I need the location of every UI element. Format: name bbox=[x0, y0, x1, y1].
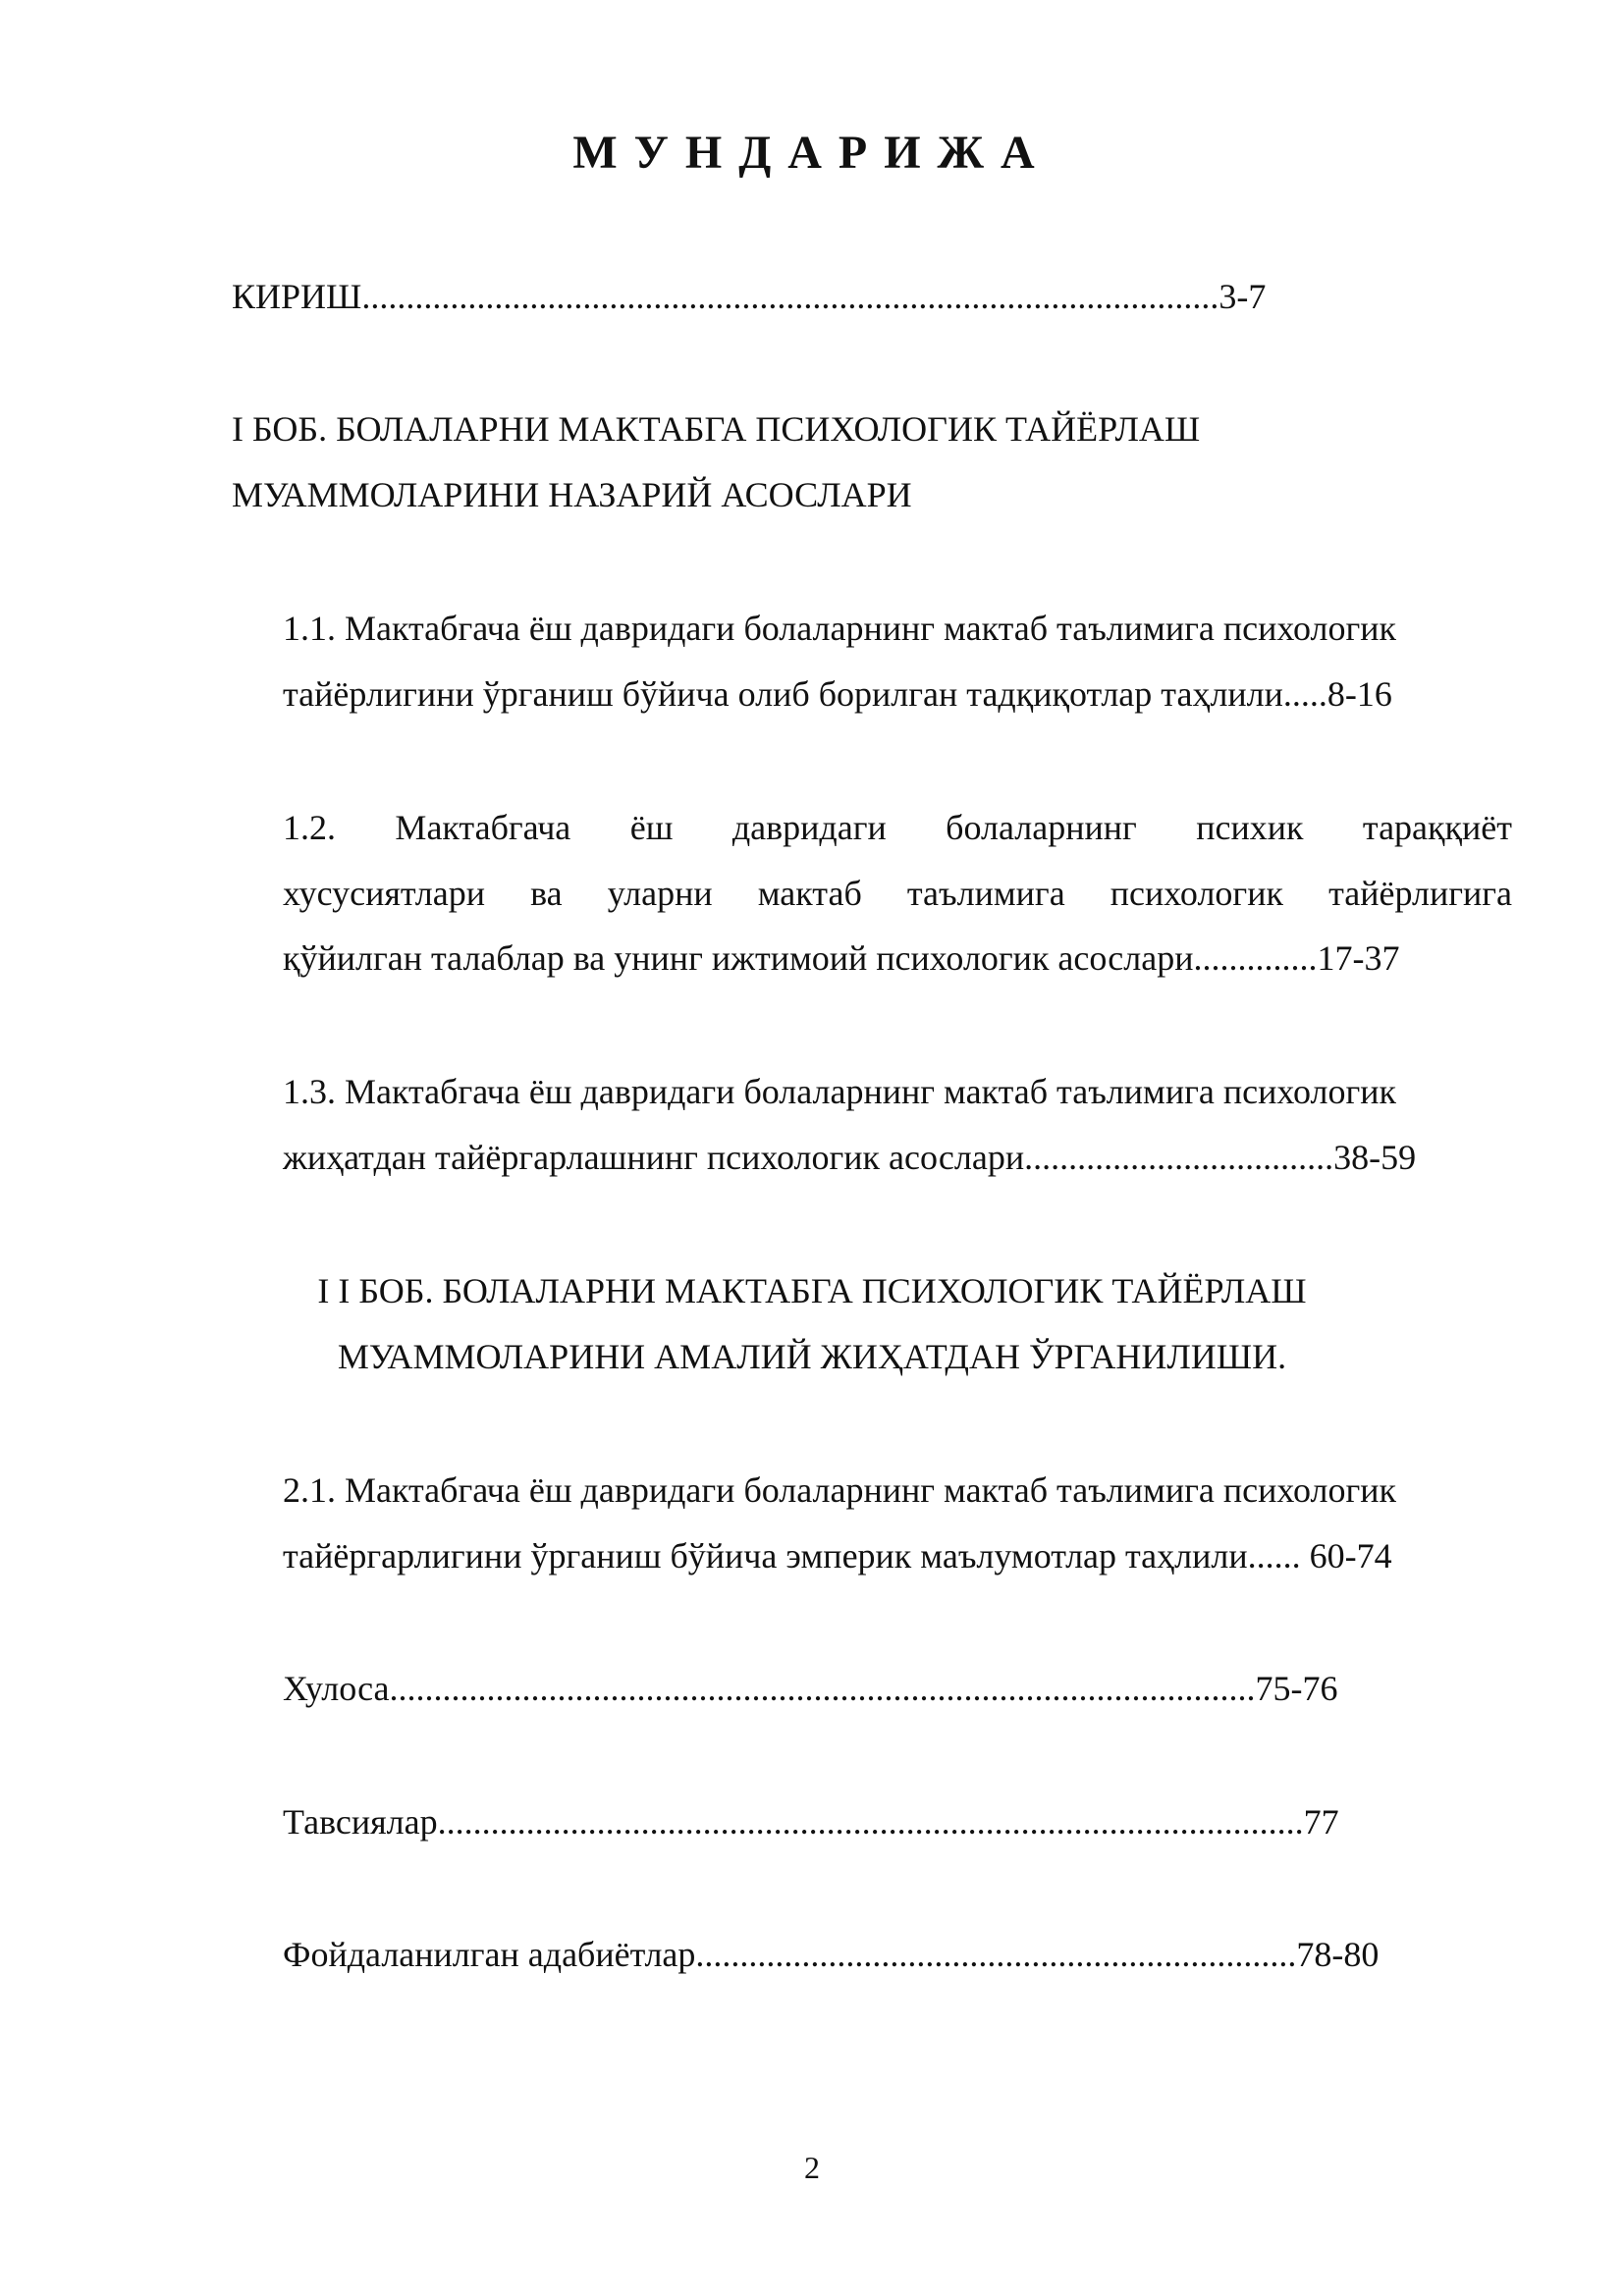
toc-entry-text: қўйилган талаблар ва унинг ижтимоий психологик асослари bbox=[283, 938, 1194, 978]
page-number: 2 bbox=[804, 2150, 820, 2185]
toc-leader-dots: .................................................................................................. bbox=[437, 1802, 1304, 1842]
toc-entry-recommendations bbox=[283, 1797, 1339, 1846]
section-1-2-line-2: хусусиятлари ва уларни мактаб таълимига психологик тайёрлигига bbox=[283, 874, 1512, 913]
toc-entry-conclusion bbox=[283, 1664, 1338, 1713]
section-1-2-line-1: 1.2. Мактабгача ёш давридаги болаларнинг психик тараққиёт bbox=[283, 808, 1512, 847]
toc-leader-dots: ...... bbox=[1247, 1536, 1301, 1575]
toc-page-range: 78-80 bbox=[1296, 1935, 1380, 1974]
toc-entry-label: Хулоса bbox=[283, 1669, 390, 1708]
toc-page-range: 60-74 bbox=[1300, 1536, 1392, 1575]
chapter-2-heading-line-2: МУАММОЛАРИНИ АМАЛИЙ ЖИҲАТДАН ЎРГАНИЛИШИ. bbox=[337, 1337, 1287, 1376]
toc-entry-label: Тавсиялар bbox=[283, 1802, 438, 1842]
toc-leader-dots: .................................................................... bbox=[695, 1935, 1297, 1974]
toc-entry-intro bbox=[232, 272, 1266, 321]
chapter-2-heading-line-1: I I БОБ. БОЛАЛАРНИ МАКТАБГА ПСИХОЛОГИК ТАЙЁРЛАШ bbox=[317, 1271, 1307, 1310]
toc-page-range: 3-7 bbox=[1218, 277, 1267, 316]
section-1-3-line-2 bbox=[283, 1133, 1416, 1182]
toc-entry-text: тайёргарлигини ўрганиш бўйича эмперик маълумотлар таҳлили bbox=[283, 1536, 1248, 1575]
chapter-1-heading-line-2: МУАММОЛАРИНИ НАЗАРИЙ АСОСЛАРИ bbox=[232, 475, 912, 514]
section-1-2-line-3 bbox=[283, 934, 1399, 983]
toc-entry-references bbox=[283, 1930, 1379, 1979]
toc-entry-label: Фойдаланилган адабиётлар bbox=[283, 1935, 696, 1974]
toc-page-range: 38-59 bbox=[1333, 1138, 1417, 1177]
toc-leader-dots: ................................... bbox=[1024, 1138, 1334, 1177]
section-1-3-line-1: 1.3. Мактабгача ёш давридаги болаларнинг мактаб таълимига психологик bbox=[283, 1072, 1396, 1111]
toc-page-range: 8-16 bbox=[1326, 674, 1392, 714]
toc-page-range: 75-76 bbox=[1255, 1669, 1338, 1708]
toc-entry-text: жиҳатдан тайёргарлашнинг психологик асослари bbox=[283, 1138, 1025, 1177]
toc-leader-dots: .............. bbox=[1193, 938, 1318, 978]
toc-leader-dots: ..... bbox=[1282, 674, 1327, 714]
toc-leader-dots: .................................................................................................. bbox=[389, 1669, 1256, 1708]
toc-leader-dots: ................................................................................................. bbox=[361, 277, 1219, 316]
section-1-1-line-2 bbox=[283, 669, 1392, 719]
toc-page-range: 17-37 bbox=[1317, 938, 1400, 978]
chapter-1-heading-line-1: I БОБ. БОЛАЛАРНИ МАКТАБГА ПСИХОЛОГИК ТАЙЁРЛАШ bbox=[232, 409, 1201, 449]
page-title: МУНДАРИЖА bbox=[572, 127, 1052, 179]
section-2-1-line-2 bbox=[283, 1531, 1392, 1580]
toc-page-range: 77 bbox=[1303, 1802, 1339, 1842]
section-1-1-line-1: 1.1. Мактабгача ёш давридаги болаларнинг мактаб таълимига психологик bbox=[283, 609, 1396, 648]
toc-entry-text: тайёрлигини ўрганиш бўйича олиб борилган тадқиқотлар таҳлили bbox=[283, 674, 1283, 714]
section-2-1-line-1: 2.1. Мактабгача ёш давридаги болаларнинг мактаб таълимига психологик bbox=[283, 1470, 1396, 1510]
toc-entry-label: КИРИШ bbox=[232, 277, 362, 316]
